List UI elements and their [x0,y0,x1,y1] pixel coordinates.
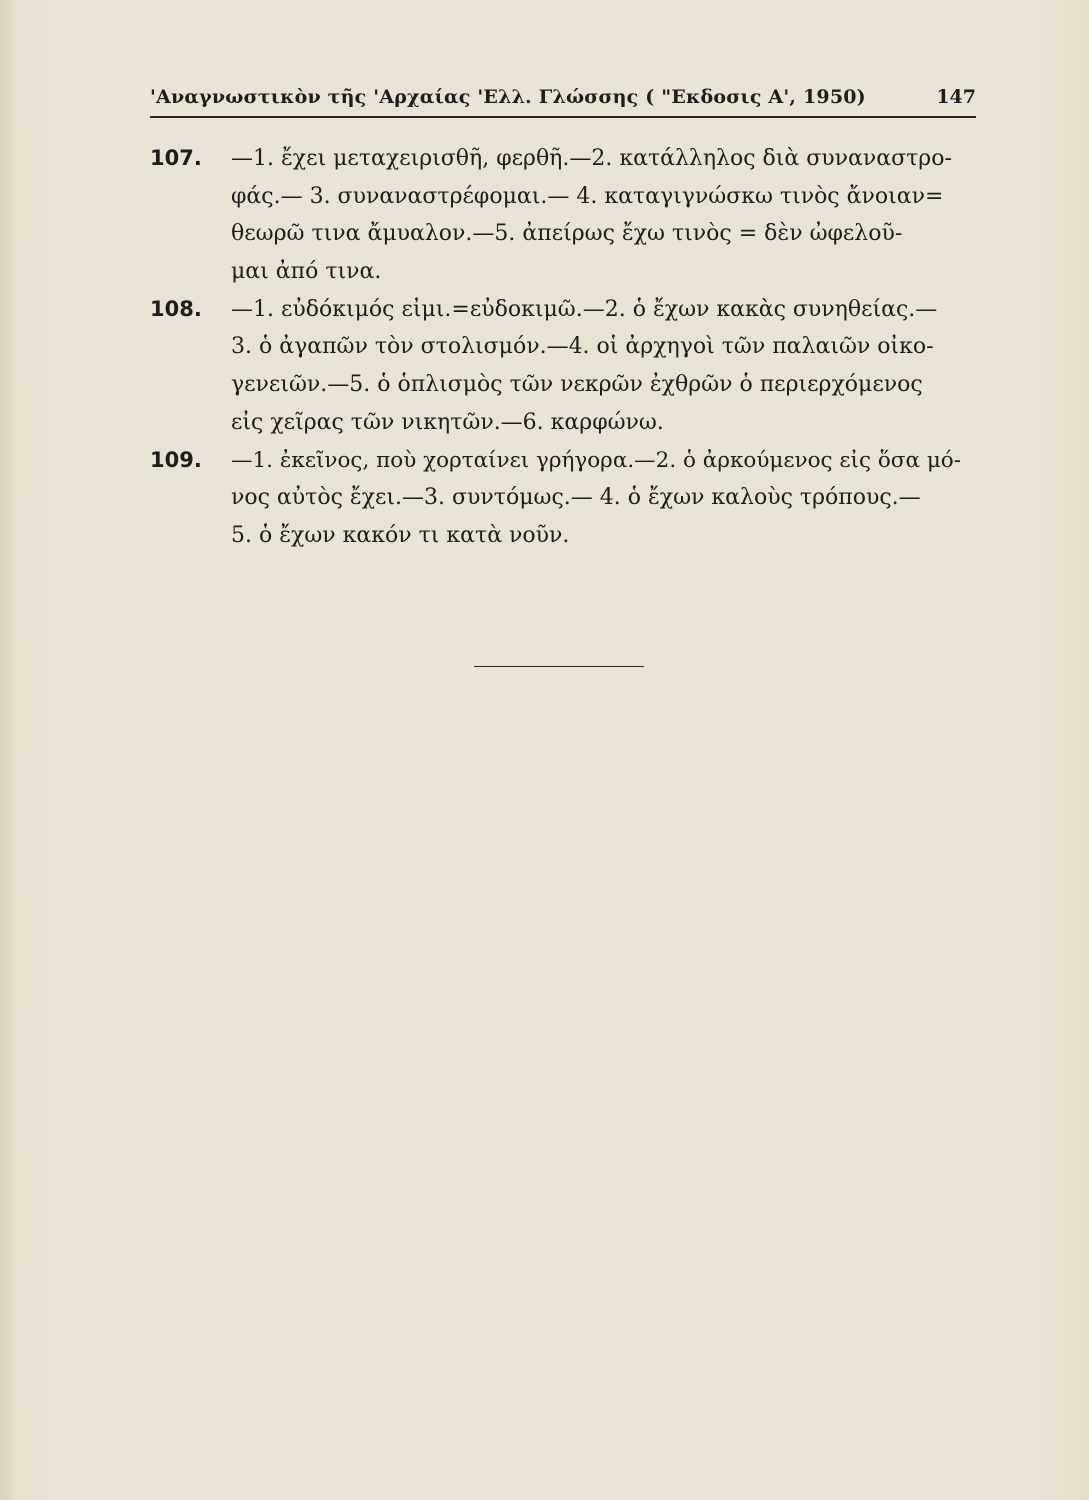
entry-line: θεωρῶ τινα ἄμυαλον.—5. ἀπείρως ἔχω τινὸς = δὲν ὠφελοῦ- [231,221,903,247]
text-body [150,140,976,555]
entry-line: εἰς χεῖρας τῶν νικητῶν.—6. καρφώνω. [231,409,664,435]
entry-line: —1. ἔχει μεταχειρισθῆ, φερθῆ.—2. κατάλληλος διὰ συναναστρο- [231,146,952,171]
entry-line: —1. ἐκεῖνος, ποὺ χορταίνει γρήγορα.—2. ὁ ἀρκούμενος εἰς ὅσα μό- [231,447,962,473]
entry-line: μαι ἀπό τινα. [231,259,382,285]
section-separator-rule [474,666,644,667]
running-header [150,86,976,118]
entry-108 [150,291,976,442]
entry-109 [150,442,976,555]
entry-line: 5. ὁ ἔχων κακόν τι κατὰ νοῦν. [231,522,570,548]
entry-number: 108. [150,296,202,321]
entry-line: 3. ὁ ἀγαπῶν τὸν στολισμόν.—4. οἱ ἀρχηγοὶ τῶν παλαιῶν οἰκο- [231,334,934,360]
entry-107 [150,140,976,291]
entry-number: 107. [150,146,202,170]
page-number: 147 [936,86,976,108]
entry-line: νος αὐτὸς ἔχει.—3. συντόμως.— 4. ὁ ἔχων καλοὺς τρόπους.— [231,485,921,511]
entry-line: γενειῶν.—5. ὁ ὁπλισμὸς τῶν νεκρῶν ἐχθρῶν ὁ περιερχόμενος [231,372,923,398]
entry-line: —1. εὐδόκιμός εἰμι.=εὐδοκιμῶ.—2. ὁ ἔχων κακὰς συνηθείας.— [231,296,938,322]
header-title: 'Αναγνωστικὸν τῆς 'Αρχαίας 'Ελλ. Γλώσσης ( "Εκδοσις Α', 1950) [150,86,866,108]
entry-line: φάς.— 3. συναναστρέφομαι.— 4. καταγιγνώσκω τινὸς ἄνοιαν= [231,183,944,209]
entry-number: 109. [150,447,202,472]
